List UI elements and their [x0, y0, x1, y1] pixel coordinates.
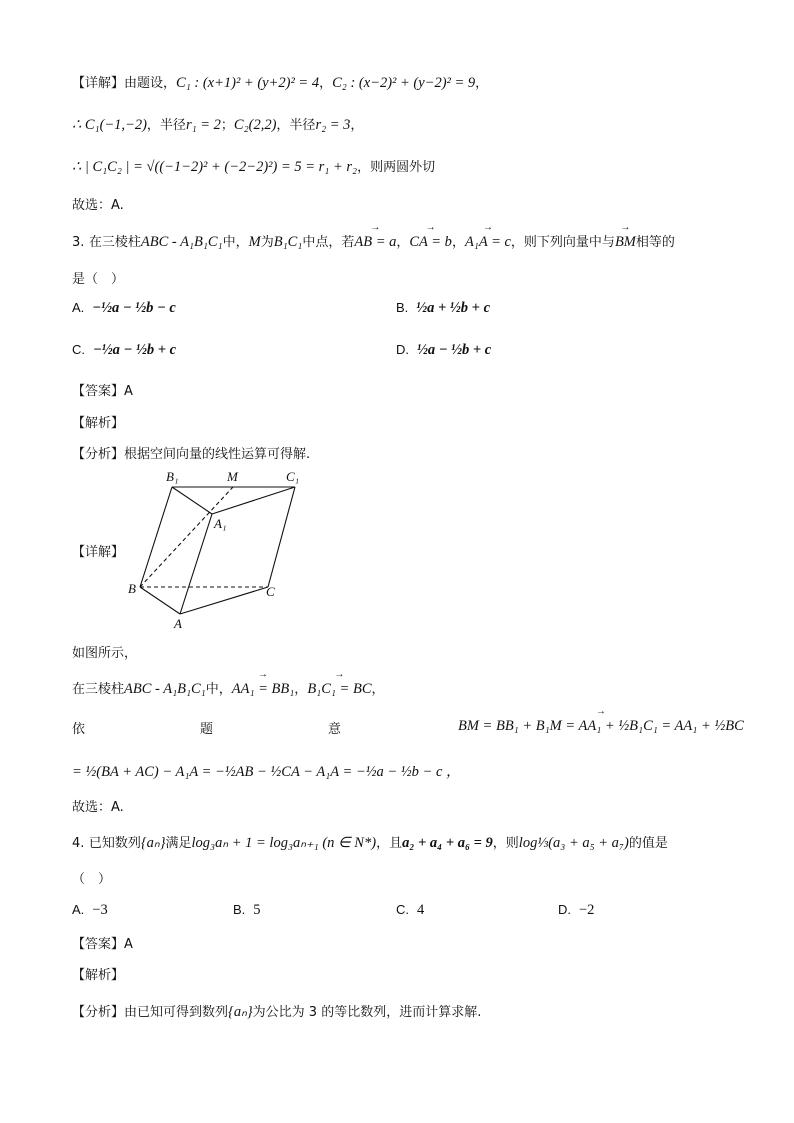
option-label: D. — [396, 342, 409, 357]
edge-c1c — [268, 487, 295, 587]
option-c[interactable] — [72, 342, 176, 359]
circle-c1-equation: C₁ : (x+1)² + (y+2)² = 4 — [176, 75, 320, 91]
center-c1: ∴ C₁(−1,−2) — [72, 117, 147, 133]
text: 由题设， — [124, 76, 177, 91]
question-3-line-1: 3. 在三棱柱ABC - A₁B₁C₁中，M为B₁C₁中点，若→ AB = a，→ CA = b，→ A₁A = c，则下列向量中与→ BM相等的 — [72, 231, 675, 251]
word-yi: 依 — [72, 722, 86, 737]
prism-name: ABC - A₁B₁C₁ — [140, 234, 223, 250]
option-value: −3 — [92, 902, 108, 918]
sum-condition: a₂ + a₄ + a₆ = 9 — [402, 835, 493, 851]
analysis-3: 【解析】 — [72, 416, 125, 431]
text: 由已知可得到数列 — [124, 1005, 229, 1020]
edge-ba — [140, 587, 180, 614]
text: ， — [350, 118, 364, 133]
edge-ac — [180, 587, 268, 614]
text: ， — [294, 682, 308, 697]
vector-equality-1: → AA₁ = BB₁ — [232, 681, 295, 698]
fenxi-text: 根据空间向量的线性运算可得解. — [124, 447, 311, 462]
text: 已知数列 — [88, 836, 141, 851]
option-c-expression: −½a − ½b + c — [93, 342, 177, 358]
text: ，半径 — [276, 118, 316, 133]
option-label: B. — [396, 300, 409, 315]
option-d-expression: ½a − ½b + c — [417, 342, 492, 358]
label-b1: B₁ — [166, 469, 179, 484]
fenxi-tag: 【分析】 — [72, 1005, 125, 1020]
radius-r1: r₁ = 2 — [185, 117, 221, 133]
label-a1: A₁ — [214, 516, 227, 531]
question-4-line-2: （ ） — [72, 872, 112, 887]
as-shown: 如图所示， — [72, 646, 138, 661]
text: ，且 — [376, 836, 403, 851]
center-c2: C₂(2,2) — [233, 117, 277, 133]
text: 满足 — [165, 836, 192, 851]
text: 为 — [260, 235, 274, 250]
vector-equality-2: → B₁C₁ = BC — [307, 681, 371, 698]
vector-ca: → CA = b — [409, 234, 452, 251]
point-m: M — [248, 234, 261, 250]
option-label: B. — [233, 902, 246, 917]
option-b-expression: ½a + ½b + c — [416, 300, 491, 316]
text: 中， — [222, 235, 249, 250]
segment-b1c1: B₁C₁ — [273, 234, 303, 250]
solution-line-1 — [72, 72, 488, 92]
option-label: A. — [72, 300, 85, 315]
choose-a-1: 故选：A. — [72, 198, 124, 213]
vector-derivation-1: → BM = BB₁ + B₁M = AA₁ + ½B₁C₁ = AA₁ + ½BC — [458, 718, 744, 735]
edge-b1b — [140, 487, 172, 587]
text: 在三棱柱 — [88, 235, 141, 250]
option-value: 4 — [417, 902, 425, 918]
q4-option-c[interactable] — [396, 902, 424, 919]
text: ， — [371, 682, 385, 697]
vector-derivation-2: = ½(BA + AC) − A₁A = −½AB − ½CA − A₁A = −½a − ½b − c ， — [72, 764, 461, 780]
sequence-a: {aₙ} — [228, 1004, 253, 1020]
option-label: C. — [396, 902, 409, 917]
answer-3: 【答案】A — [72, 384, 133, 399]
text: ， — [319, 76, 333, 91]
circle-c2-equation: C₂ : (x−2)² + (y−2)² = 9 — [332, 75, 476, 91]
detail-tag: 【详解】 — [72, 76, 125, 91]
label-m: M — [227, 469, 238, 484]
text: 中， — [205, 682, 232, 697]
choose-a-3: 故选：A. — [72, 800, 124, 815]
option-a[interactable] — [72, 300, 176, 317]
text: 在三棱柱 — [72, 682, 125, 697]
vector-a1a: → A₁A = c — [465, 234, 511, 251]
text: ，则 — [492, 836, 519, 851]
question-3-line-2: 是（ ） — [72, 272, 125, 287]
prism-name: ABC - A₁B₁C₁ — [124, 681, 206, 697]
sequence-a: {aₙ} — [140, 835, 166, 851]
option-a-expression: −½a − ½b − c — [92, 300, 176, 316]
answer-4: 【答案】A — [72, 937, 133, 952]
analysis-4: 【解析】 — [72, 968, 125, 983]
vector-ab: → AB = a — [354, 234, 396, 251]
text: ，半径 — [146, 118, 186, 133]
prism-figure — [120, 462, 320, 634]
log-relation: log₃aₙ + 1 = log₃aₙ₊₁ (n ∈ N*) — [191, 835, 377, 851]
text: 为公比为 3 的等比数列，进而计算求解. — [252, 1005, 482, 1020]
solution-line-3 — [72, 156, 435, 176]
label-a: A — [174, 616, 182, 631]
edge-a1a — [180, 514, 212, 614]
option-value: 5 — [253, 902, 261, 918]
log-target: log⅓(a₃ + a₅ + a₇) — [518, 835, 629, 851]
text: 相等的 — [635, 235, 675, 250]
fenxi-3 — [72, 443, 310, 462]
solution-prism-line — [72, 678, 385, 698]
question-number: 3. — [72, 235, 85, 250]
text: ； — [220, 118, 234, 133]
segment-bm-hidden — [140, 487, 233, 587]
text: ， — [475, 76, 489, 91]
q4-option-d[interactable] — [558, 902, 594, 919]
label-b: B — [128, 581, 136, 596]
fenxi-4 — [72, 1001, 481, 1021]
text: ，则两圆外切 — [357, 160, 436, 175]
distance-equation: ∴ | C₁C₂ | = √((−1−2)² + (−2−2)²) = 5 = r₁ + r₂ — [72, 159, 358, 175]
option-label: D. — [558, 902, 571, 917]
text: ，则下列向量中与 — [510, 235, 615, 250]
option-b[interactable] — [396, 300, 490, 317]
solution-line-2 — [72, 114, 363, 134]
edge-c1a1 — [212, 487, 295, 514]
option-label: A. — [72, 902, 85, 917]
detail-tag-3: 【详解】 — [72, 545, 125, 560]
vector-bm: → BM — [615, 234, 636, 251]
label-c: C — [266, 584, 275, 599]
radius-r2: r₂ = 3 — [315, 117, 351, 133]
fenxi-tag: 【分析】 — [72, 447, 125, 462]
text: 的值是 — [628, 836, 668, 851]
option-label: C. — [72, 342, 85, 357]
q4-option-a[interactable] — [72, 902, 108, 919]
edge-b1a1 — [172, 487, 212, 514]
label-c1: C₁ — [286, 469, 300, 484]
question-number: 4. — [72, 836, 85, 851]
word-yi2: 意 — [328, 722, 342, 737]
option-value: −2 — [579, 902, 595, 918]
q4-option-b[interactable] — [233, 902, 261, 919]
word-ti: 题 — [200, 722, 214, 737]
question-4-line-1 — [72, 832, 668, 852]
text: 中点，若 — [302, 235, 355, 250]
option-d[interactable] — [396, 342, 491, 359]
